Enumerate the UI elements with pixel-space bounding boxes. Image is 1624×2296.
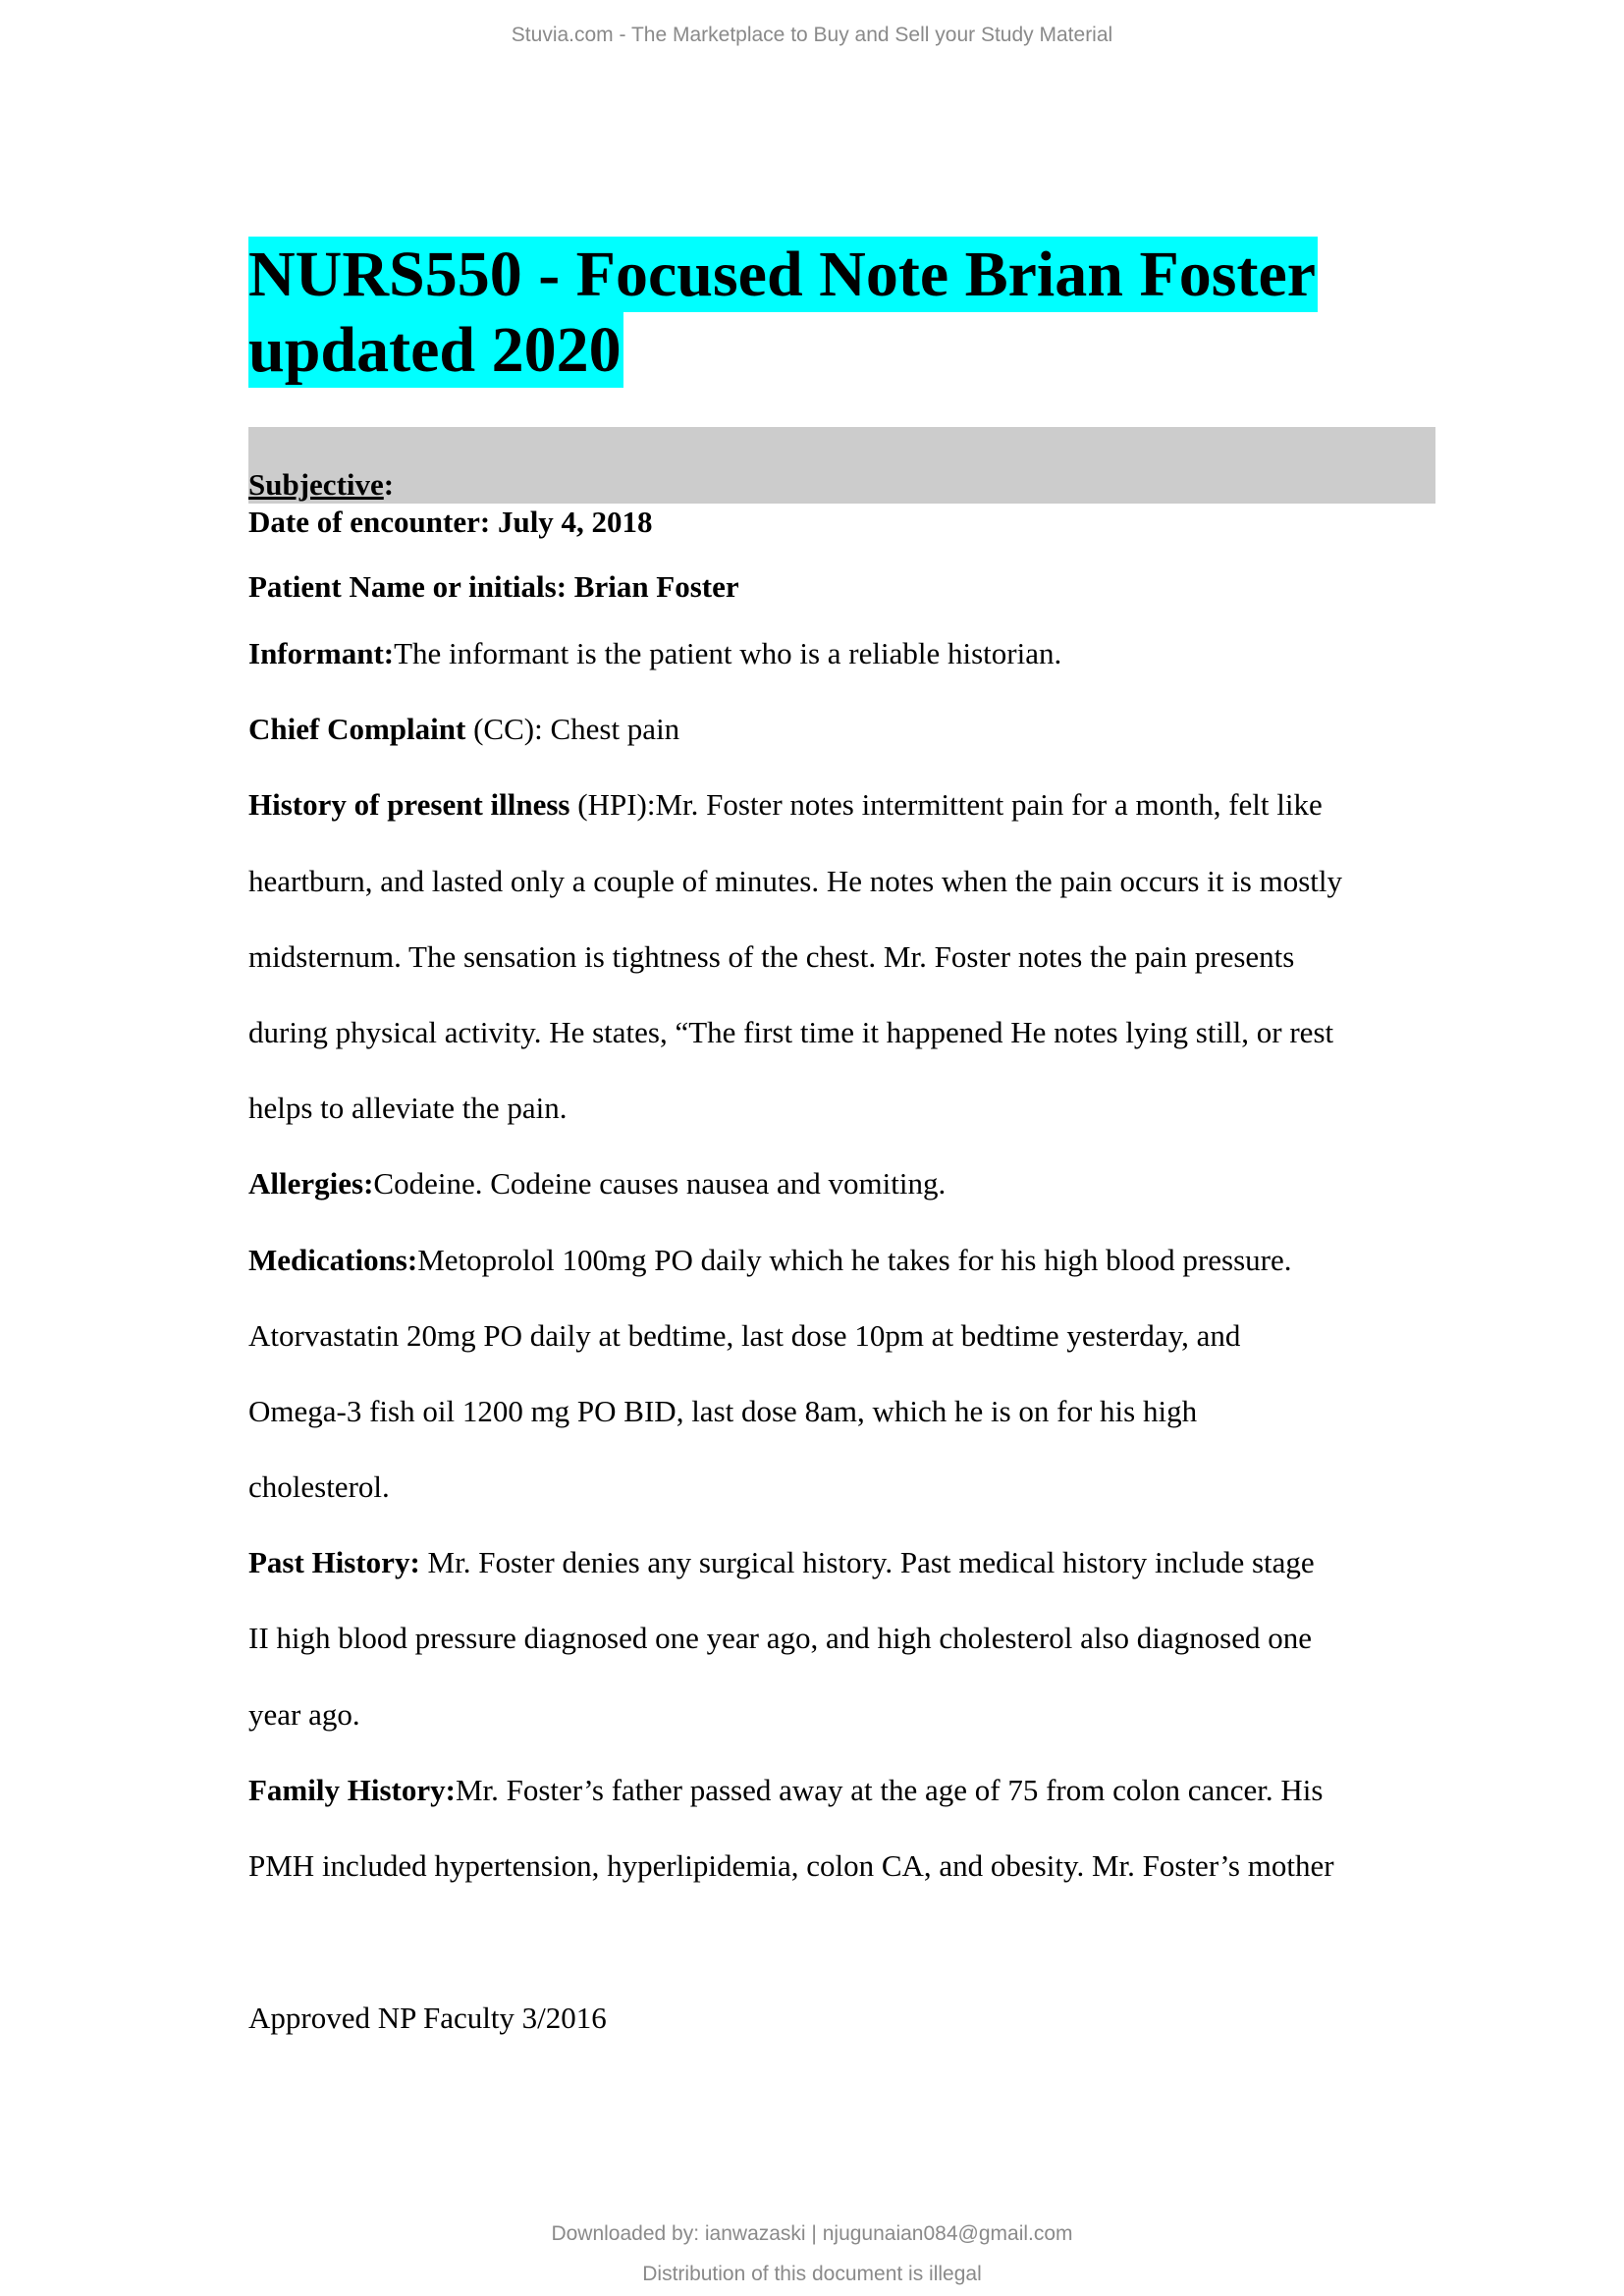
medications-line: cholesterol. xyxy=(248,1469,390,1505)
field-informant xyxy=(248,615,1446,691)
downloaded-by: Downloaded by: ianwazaski | njugunaian084@gmail.com xyxy=(551,2222,1073,2245)
informant-label: Informant: xyxy=(248,636,395,670)
section-colon: : xyxy=(383,467,395,502)
section-heading-subjective xyxy=(248,465,394,505)
page-title xyxy=(248,237,1318,388)
field-hpi xyxy=(248,767,1446,842)
past-history-line: year ago. xyxy=(248,1696,360,1732)
field-patient xyxy=(248,540,1446,615)
hpi-line: heartburn, and lasted only a couple of minutes. He notes when the pain occurs it is mostly xyxy=(248,863,1343,898)
field-allergies xyxy=(248,1146,1446,1221)
hpi-label: History of present illness xyxy=(248,787,570,823)
hpi-line: during physical activity. He states, “The first time it happened He notes lying still, or rest xyxy=(248,1014,1334,1049)
medications-label: Medications: xyxy=(248,1242,418,1277)
past-history-label: Past History: xyxy=(248,1545,420,1580)
family-history-line: Mr. Foster’s father passed away at the age of 75 from colon cancer. His xyxy=(455,1772,1324,1807)
title-line-2: updated 2020 xyxy=(248,314,622,386)
past-history-line: Mr. Foster denies any surgical history. Past medical history include stage xyxy=(419,1545,1315,1580)
allergies-label: Allergies: xyxy=(248,1166,374,1201)
title-line-1: NURS550 - Focused Note Brian Foster xyxy=(248,239,1317,310)
approval-footer: Approved NP Faculty 3/2016 xyxy=(248,2001,607,2035)
document-body xyxy=(248,503,1446,1903)
family-history-line: PMH included hypertension, hyperlipidemia, colon CA, and obesity. Mr. Foster’s mother xyxy=(248,1848,1334,1883)
field-date xyxy=(248,503,1446,542)
field-medications xyxy=(248,1222,1446,1298)
field-past-history xyxy=(248,1524,1446,1600)
medications-line: Metoprolol 100mg PO daily which he takes for his high blood pressure. xyxy=(417,1242,1292,1277)
past-history-line: II high blood pressure diagnosed one year ago, and high cholesterol also diagnosed one xyxy=(248,1621,1312,1656)
hpi-line: midsternum. The sensation is tightness of the chest. Mr. Foster notes the pain presents xyxy=(248,938,1295,974)
field-family-history xyxy=(248,1752,1446,1828)
date-text: Date of encounter: July 4, 2018 xyxy=(248,505,653,539)
medications-line: Atorvastatin 20mg PO daily at bedtime, last dose 10pm at bedtime yesterday, and xyxy=(248,1317,1241,1353)
family-history-label: Family History: xyxy=(248,1772,456,1807)
field-chief-complaint xyxy=(248,691,1446,767)
cc-text: (CC): Chest pain xyxy=(465,712,680,747)
allergies-text: Codeine. Codeine causes nausea and vomiting. xyxy=(373,1166,947,1201)
informant-text: The informant is the patient who is a reliable historian. xyxy=(394,636,1062,670)
section-name: Subjective xyxy=(248,467,384,502)
medications-line: Omega-3 fish oil 1200 mg PO BID, last dose 8am, which he is on for his high xyxy=(248,1393,1198,1428)
cc-label: Chief Complaint xyxy=(248,712,466,747)
hpi-line: (HPI):Mr. Foster notes intermittent pain for a month, felt like xyxy=(569,787,1323,823)
hpi-line: helps to alleviate the pain. xyxy=(248,1091,568,1126)
patient-text: Patient Name or initials: Brian Foster xyxy=(248,569,739,604)
section-shading xyxy=(248,427,1435,504)
watermark-header: Stuvia.com - The Marketplace to Buy and Sell your Study Material xyxy=(511,24,1113,46)
distribution-notice: Distribution of this document is illegal xyxy=(642,2263,982,2285)
